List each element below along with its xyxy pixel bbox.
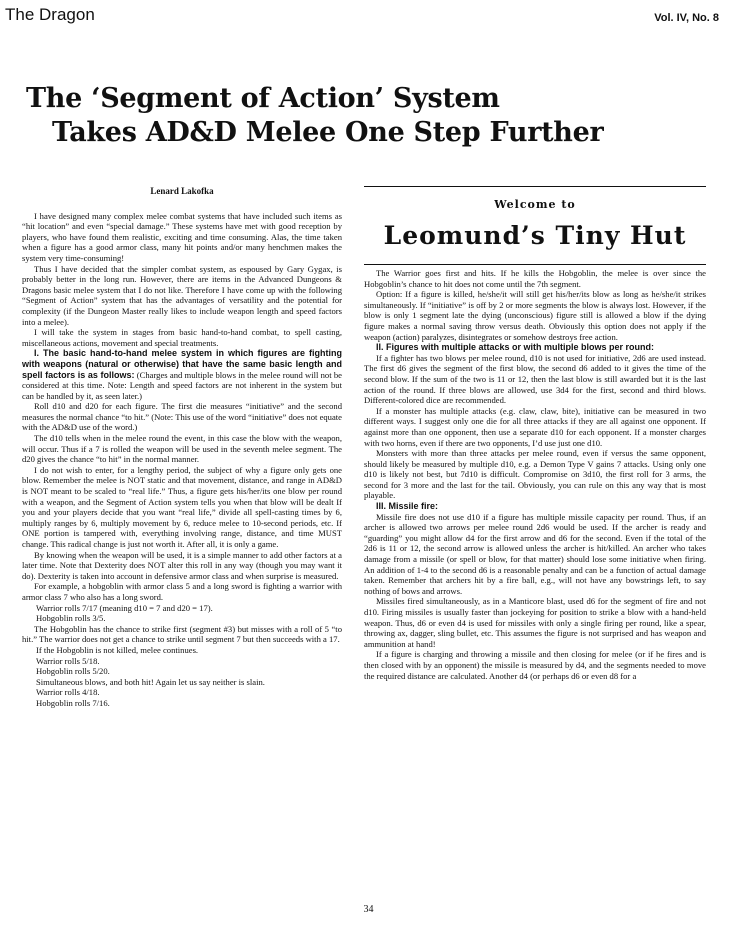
issue-label: Vol. IV, No. 8 (654, 12, 719, 24)
section-1-heading: I. The basic hand-to-hand melee system in which figures are fighting with weapons (natural or otherwise) that have the same basic length and spell factors is as follows: (22, 348, 342, 380)
right-column (364, 268, 706, 681)
paragraph: If a figure is charging and throwing a missile and then closing for melee (or if he fires and is then closed with by an opponent) the missile is measured by d4, and the segments needed to move the required distance are calculated. Another d4 (or perhaps d6 or even d8 for a (364, 649, 706, 681)
magazine-name: The Dragon (5, 5, 95, 24)
sequence-line: If the Hobgoblin is not killed, melee continues. (36, 644, 199, 655)
divider (364, 264, 706, 265)
paragraph: Monsters with more than three attacks per melee round, even if versus the same opponent, should likely be measured by multiple d10, e.g. a Demon Type V gains 7 attacks. Using only one d10 is likely not best, but 7d10 is difficult. Compromise on 3d10, the first roll for 3 arms, the second for 3 more and the last for the tail. Obviously, you can rule on this any way that is most playable. (364, 448, 706, 501)
sequence-line: Warrior rolls 7/17 (meaning d10 = 7 and d20 = 17). (36, 602, 213, 613)
left-column (22, 186, 342, 709)
page-number: 34 (363, 904, 374, 915)
paragraph: Roll d10 and d20 for each figure. The first die measures “initiative” and the second measures the normal chance “to hit.” (Note: This use of the word “initiative” does not equate with the AD&D use of the word.) (22, 401, 342, 433)
paragraph: If a fighter has two blows per melee round, d10 is not used for initiative, 2d6 are used instead. The first d6 gives the segment of the first blow, the second d6 added to it gives the time of the second blow. If the sum of the two is 11 or 12, then the last blow is still awarded but it is the last action of the round. If three blows are allowed, use 3d4 for the first, second and third blows. Different-colored dice are recommended. (364, 352, 706, 406)
sequence-line: Hobgoblin rolls 3/5. (36, 613, 106, 624)
section-1 (22, 348, 342, 401)
article-title (26, 82, 726, 150)
sequence-line: Warrior rolls 4/18. (36, 687, 100, 698)
paragraph: I have designed many complex melee combat systems that have included such items as “hit location” and even “special damage.” These systems have met with good reception by players, who have found them realistic, exciting and time consuming. Alas, the time taken when a figure has a good armor class, many hit points and/or many henchmen makes the system very time-consuming! (22, 210, 342, 263)
title-line-1: The ‘Segment of Action’ System (26, 83, 500, 114)
sequence-line: Hobgoblin rolls 5/20. (36, 666, 110, 677)
welcome-label: Welcome to (494, 198, 576, 211)
byline: Lenard Lakofka (150, 186, 214, 196)
sequence-line: Simultaneous blows, and both hit! Again let us say neither is slain. (36, 676, 265, 687)
paragraph: Missiles fired simultaneously, as in a Manticore blast, used d6 for the segment of fire and not d10. Firing missiles is usually faster than jockeying for position to strike a blow with a hand-held weapon. Thus, d6 or even d4 is used for missiles with only a single firing per round, like a spear, throwing ax, dagger, sling bullet, etc. This assumes the figure is not surprised and has weapon and ammunition at hand! (364, 596, 706, 649)
paragraph: I will take the system in stages from basic hand-to-hand combat, to spell casting, miscellaneous actions, movement and special treatments. (22, 327, 342, 348)
section-3-heading: III. Missile fire: (376, 501, 439, 512)
paragraph: Thus I have decided that the simpler combat system, as espoused by Gary Gygax, is probably better in the long run. However, there are items in the Advanced Dungeons & Dragons basic melee system that I do not like. Therefore I have come up with the following “Segment of Action” system that has the advantages of versatility and the potential for complexity (if the Dungeon Master really likes to include weapon length and speed factors into a melee). (22, 263, 342, 327)
section-1-text: (Charges and multiple blows in the melee round will not be considered at this time. Note: Length and speed factors are not inherent in the system but can be handled by it, as seen later.) (22, 369, 342, 401)
column-name: Leomund’s Tiny Hut (383, 221, 687, 250)
column-banner (364, 186, 706, 265)
sequence-line: Warrior rolls 5/18. (36, 655, 100, 666)
paragraph: The Warrior goes first and hits. If he kills the Hobgoblin, the melee is over since the Hobgoblin’s chance to hit does not come until the 7th segment. (364, 268, 706, 289)
paragraph: If a monster has multiple attacks (e.g. claw, claw, bite), initiative can be measured in two different ways. I suggest only one die for all three attacks if they are all against one opponent. If against more than one opponent, then use a separate d10 for each opponent. If a monster charges with two horns, even if there are two opponents, I’d use just one d10. (364, 405, 706, 448)
paragraph: For example, a hobgoblin with armor class 5 and a long sword is fighting a warrior with armor class 7 who also has a long sword. (22, 581, 342, 602)
paragraph: I do not wish to enter, for a lengthy period, the subject of why a figure only gets one blow. Remember the melee is NOT static and that movement, distance, and range in AD&D is NOT meant to be scaled to “real life.” Thus, a figure gets his/her/its one blow per round with a weapon, and the Segment of Action system tells you when that blow will be dealt If you and your players decide that you want “real life,” divide all spell-casting times by 6, multiply ranges by 6, multiply movement by 6, reduce melee to 10-second periods, etc. If ONE portion is tampered with, everything involving range, distance, and time MUST change. This radical change is just not worth it. After all, it is only a game. (22, 464, 342, 549)
paragraph: The d10 tells when in the melee round the event, in this case the blow with the weapon, will occur. Thus if a 7 is rolled the weapon will be used in the seventh melee segment. The d20 gives the chance “to hit” in the normal manner. (22, 433, 342, 465)
sequence-line: Hobgoblin rolls 7/16. (36, 697, 110, 708)
paragraph: Option: If a figure is killed, he/she/it will still get his/her/its blow as long as he/she/it strikes simultaneously. If “initiative” is off by 2 or more segments the blow is always lost. However, if the blow is only 1 segment late the dying (unconscious) figure still is allowed a blow if the dying figure makes a normal saving throw versus death. Obviously this option does not apply if the weapon (action) paralyzes, disintegrates or somehow destroys free action. (364, 289, 706, 342)
paragraph: By knowing when the weapon will be used, it is a simple manner to add other factors at a later time. Note that Dexterity does NOT alter this roll in any way (though you may want it do). Dexterity is taken into account in defensive armor class and when surprise is measured. (22, 549, 342, 581)
title-line-2: Takes AD&D Melee One Step Further (52, 117, 604, 148)
paragraph: The Hobgoblin has the chance to strike first (segment #3) but misses with a roll of 5 “to hit.” The warrior does not get a chance to strike until segment 7 but then succeeds with a 17. (22, 623, 342, 645)
paragraph: Missile fire does not use d10 if a figure has multiple missile capacity per round. Thus, if an archer is allowed two arrows per melee round 2d6 would be used. If the archer is ready and “guarding” you might allow d4 for the first arrow and d6 for the second. Even if the total of the 2d6 is 11 or 12, the second arrow is allowed unless the archer is hit/killed. An archer who takes damage from a missile (or spell or blow, for that matter) should lose some initiative when firing. An addition of 1-4 to the second d6 is a reasonable penalty and can be a function of actual damage taken. Remember that archers hit by a fire ball, e.g., will not have any bowstrings left, to say nothing of bows and arrows. (364, 511, 706, 596)
section-2-heading: II. Figures with multiple attacks or with multiple blows per round: (376, 342, 655, 353)
